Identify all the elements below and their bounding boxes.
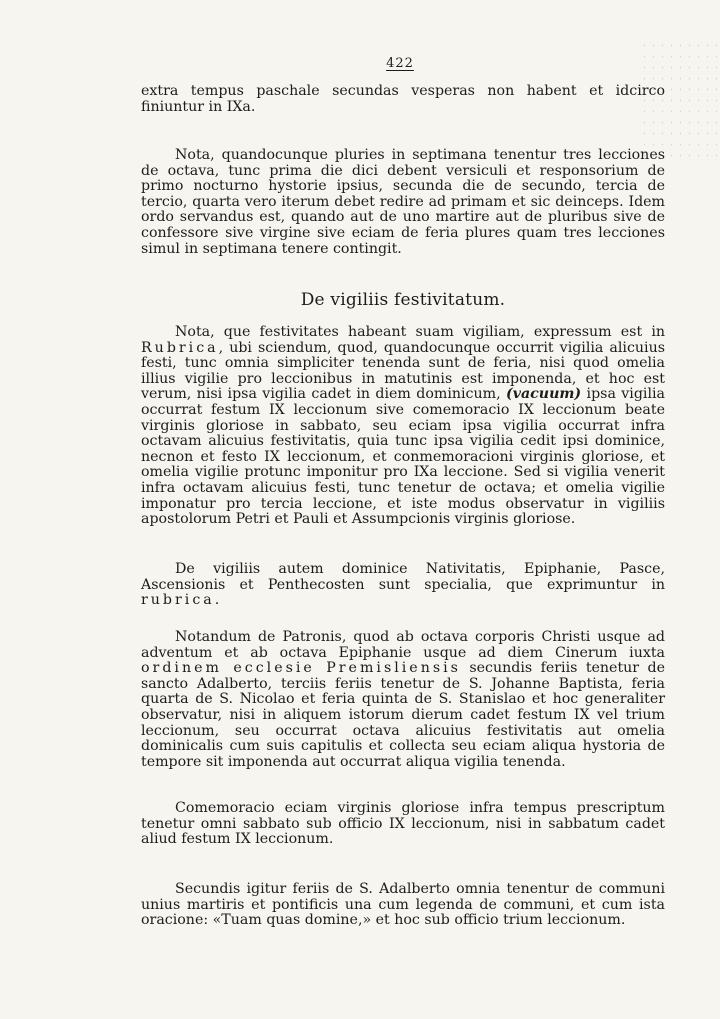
paragraph-nota-octava: Nota, quandocunque pluries in septimana tenentur tres lecciones de octava, tunc prima die dici debent versiculi et responsorium de primo nocturno hystorie ipsius, secunda die de secundo, tercia de tercio, quarta vero iterum debet redire ad primam et sic deinceps. Idem ordo servandus est, quando aut de uno martire aut de pluribus sive de confessore sive virgine sive eciam de feria plures quam tres lecciones simul in septimana tenere contingit.: [141, 147, 665, 257]
paragraph-nota-vigiliis: [141, 325, 665, 528]
ordinem-term: ordinem ecclesie Premisliensis: [141, 660, 461, 677]
paragraph-patronis: [141, 630, 665, 770]
paragraph-dominice: [141, 562, 665, 609]
text-segment: De vigiliis autem dominice Nativitatis, Epiphanie, Pasce, Ascensionis et Penthecosten sunt specialia, que exprimuntur in: [141, 561, 665, 593]
rubrica-term: Rubrica: [141, 339, 219, 356]
page-number: 422: [386, 56, 414, 71]
rubrica-term: rubrica: [141, 592, 215, 609]
paragraph-comemoracio: Comemoracio eciam virginis gloriose infra tempus prescriptum tenetur omni sabbato sub officio IX leccionum, nisi in sabbatum cadet aliud festum IX leccionum.: [141, 800, 665, 848]
text-segment: .: [214, 592, 220, 609]
paragraph-secundis: Secundis igitur feriis de S. Adalberto omnia tenentur de communi unius martiris et pontificis una cum legenda de communi, et cum ista oracione: «Tuam quas domine,» et hoc sub officio trium leccionum.: [141, 881, 665, 929]
text-segment: Nota, que festivitates habeant suam vigiliam, expressum est in: [175, 324, 665, 340]
vacuum-mark: (vacuum): [506, 386, 582, 403]
text-segment: , ubi sciendum, quod, quandocunque occurrit vigilia alicuius festi, tunc omnia simpliciter tenenda sunt de feria, nisi quod omelia illius vigilie pro leccionibus in matutinis est imponenda, et hoc est verum, nisi ipsa vigilia cadet in diem dominicum,: [141, 339, 665, 403]
text-segment: ipsa vigilia occurrat festum IX leccionum sive comemoracio IX leccionum beate virginis gloriose in sabbato, seu eciam ipsa vigilia occurrat infra octavam alicuius festivitatis, quia tunc ipsa vigilia cedit ipsi dominice, necnon et festo IX leccionum, et conmemoracioni virginis gloriose, et omelia vigilie protunc imponitur pro IXa leccione. Sed si vigilia venerit infra octavam alicuius festi, tunc tenetur de octava; et omelia vigilie imponatur pro tercia leccione, et iste modus observatur in vigiliis apostolorum Petri et Pauli et Assumpcionis virginis gloriose.: [141, 386, 665, 528]
text-segment: Notandum de Patronis, quod ab octava corporis Christi usque ad adventum et ab octava Epiphanie usque ad diem Cinerum iuxta: [141, 629, 665, 661]
section-heading: De vigiliis festivitatum.: [300, 290, 506, 310]
paragraph-extra-tempus: extra tempus paschale secundas vesperas non habent et idcirco finiuntur in IXa.: [141, 83, 665, 115]
text-segment: secundis feriis tenetur de sancto Adalberto, terciis feriis tenetur de S. Johanne Baptista, feria quarta de S. Nicolao et feria quinta de S. Stanislao et hoc generaliter observatur, nisi in aliquem istorum dierum cadet festum IX vel trium leccionum, seu occurrat octava alicuius festivitatis aut omelia dominicalis cum suis capitulis et collecta seu eciam aliqua hystoria de tempore sit imponenda aut occurrat aliqua vigilia tenenda.: [141, 660, 665, 770]
